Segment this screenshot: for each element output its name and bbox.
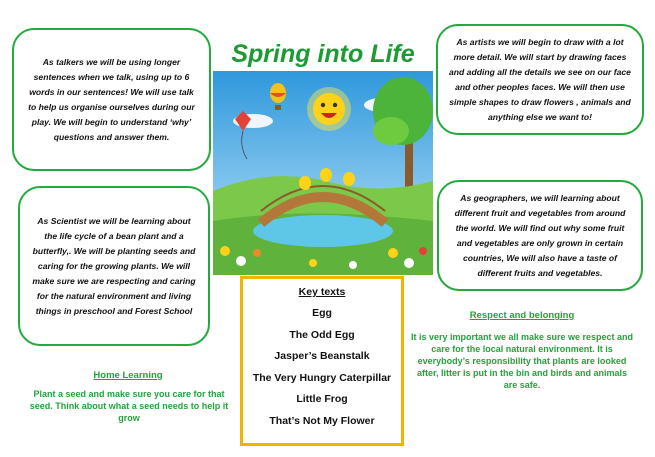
home-learning-text: Plant a seed and make sure you care for that seed. Think about what a seed needs to help it grow: [29, 389, 229, 423]
page-title: Spring into Life: [231, 40, 415, 68]
artists-text: As artists we will begin to draw with a lot more detail. We will start by drawing faces and adding all the details we see on our face and other peoples faces. We will then use simple shapes to draw flowers , animals and anything else we want to!: [449, 36, 631, 122]
scientist-bubble: [18, 186, 210, 346]
key-text-item: That’s Not My Flower: [269, 414, 375, 427]
home-learning-title: Home Learning: [93, 370, 163, 381]
key-texts-box: [240, 276, 404, 446]
sun-icon: [307, 87, 351, 131]
respect-text: It is very important we all make sure we respect and care for the local natural environment. It is everybody’s responsibility that plants are looked after, litter is put in the bin and birds and animals are safe.: [410, 332, 634, 390]
geographers-text: As geographers, we will learning about different fruit and vegetables from around the world. We will find out why some fruit and vegetables are only grown in certain countries, We will also have a taste of different fruits and vegetables.: [454, 192, 626, 278]
key-text-item: The Odd Egg: [289, 328, 355, 341]
talkers-bubble: [12, 28, 211, 171]
respect-title: Respect and belonging: [469, 310, 575, 321]
talkers-text: As talkers we will be using longer sentences when we talk, using up to 6 words in our sentences! We will use talk to help us organise ourselves during our play. We will begin to understand ‘why’ questions and answer them.: [28, 56, 195, 142]
key-text-item: Little Frog: [296, 393, 348, 405]
key-texts-heading: Key texts: [298, 286, 346, 298]
geographers-bubble: [437, 180, 643, 291]
artists-bubble: [436, 24, 644, 135]
spring-scene-illustration: [213, 71, 433, 275]
pond: [253, 215, 393, 247]
key-text-item: Jasper’s Beanstalk: [274, 350, 370, 362]
key-text-item: Egg: [312, 307, 332, 319]
scientist-text: As Scientist we will be learning about the life cycle of a bean plant and a butterfly,. We will be planting seeds and caring for the growing plants. We will make sure we are respecting and caring for the natural environment and living things in preschool and Forest School: [32, 215, 196, 316]
key-text-item: The Very Hungry Caterpillar: [252, 371, 392, 384]
